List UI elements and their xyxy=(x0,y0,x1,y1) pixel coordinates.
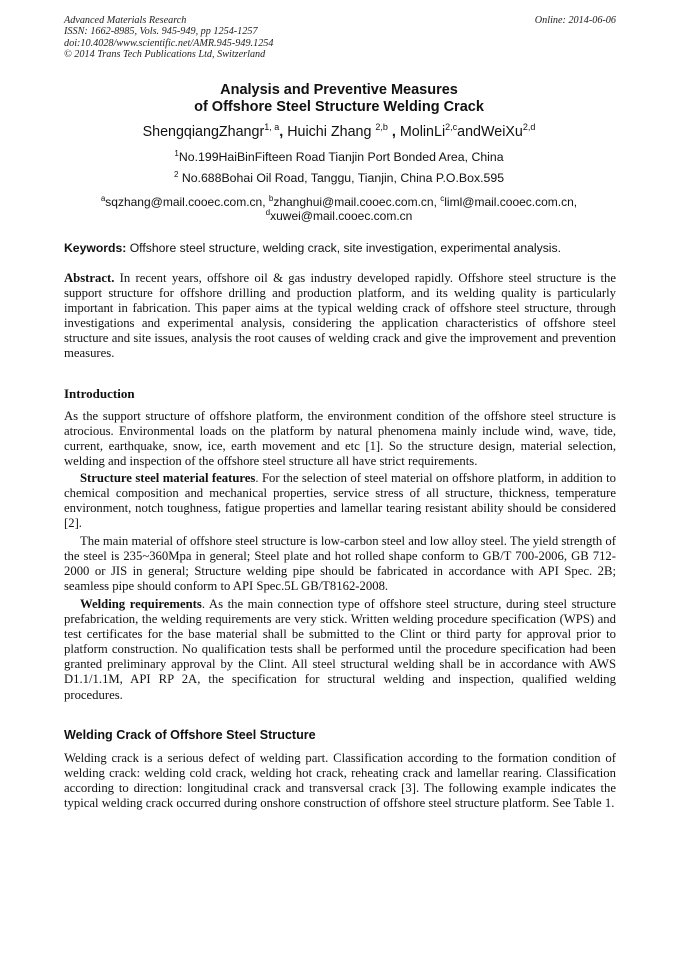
paper-title-line-2: of Offshore Steel Structure Welding Crack xyxy=(194,99,484,115)
email-a: sqzhang@mail.cooec.com.cn, xyxy=(105,195,269,209)
affiliation-1-sup: 1 xyxy=(174,149,179,158)
affiliation-2-text: No.688Bohai Oil Road, Tanggu, Tianjin, China P.O.Box.595 xyxy=(178,171,505,186)
author-4-sup: 2,d xyxy=(522,122,536,132)
welding-crack-paragraph: Welding crack is a serious defect of welding part. Classification according to the formation condition of welding crack: welding cold crack, welding hot crack, reheating crack and lamellar rearing. Classification according to direction: longitudinal crack and transversal crack [3]. The following example indicates the typical welding crack occurred during onshore construction of offshore steel structure platform. See Table 1. xyxy=(64,751,616,811)
author-list xyxy=(0,122,678,140)
intro-paragraph-4 xyxy=(64,597,616,703)
author-3-sup: 2,c xyxy=(445,122,458,132)
email-c-sup: c xyxy=(440,194,445,203)
author-1-name: ShengqiangZhangr xyxy=(142,123,265,140)
email-line-2 xyxy=(0,206,678,223)
intro-paragraph-4-label: Welding requirements xyxy=(80,597,202,611)
email-b-sup: b xyxy=(268,194,274,203)
paper-title-line-1: Analysis and Preventive Measures xyxy=(220,82,458,98)
online-date: Online: 2014-06-06 xyxy=(534,15,616,26)
keywords xyxy=(64,241,616,255)
author-2-sup: 2,b xyxy=(375,122,388,132)
intro-paragraph-2-label: Structure steel material features xyxy=(80,471,256,485)
intro-paragraph-4-text: . As the main connection type of offshore steel structure, during steel structure prefabrication, the welding requirements are very stick. Written welding procedure specification (WPS) and test certificates for the base material shall be submitted to the Clint or third party for approval prior to platform construction. No qualification tests shall be performed until the procedure specification had been granted preliminary approval by the Clint. All steel structural welding shall be in accordance with AWS D1.1/1.1M, API RP 2A, the specification for structural welding and inspection, qualified welding procedures. xyxy=(64,597,617,702)
intro-paragraph-1: As the support structure of offshore platform, the environment condition of the offshore steel structure is atrocious. Environmental loads on the platform by natural phenomena mainly include wind, wave, tide, current, earthquake, snow, ice, earth movement and etc [1]. So the structure design, material selection, welding and inspection of the offshore steel structure all have strict requirements. xyxy=(64,409,616,469)
abstract-label: Abstract. xyxy=(64,271,115,285)
issn-line: ISSN: 1662-8985, Vols. 945-949, pp 1254-1257 xyxy=(64,26,258,38)
keywords-label: Keywords: xyxy=(64,241,127,255)
intro-paragraph-3: The main material of offshore steel structure is low-carbon steel and low alloy steel. The yield strength of the steel is 235~360Mpa in general; Steel plate and hot rolled shape conform to GB/T 700-2006, GB 712-2000 or JIS in general; Structure welding pipe should be fabricated in accordance with API Spec. 2B; seamless pipe should conform to API Spec.5L GB/T8162-2008. xyxy=(64,534,616,594)
journal-header xyxy=(64,15,616,60)
doi-line: doi:10.4028/www.scientific.net/AMR.945-949.1254 xyxy=(64,37,274,49)
email-a-sup: a xyxy=(100,194,106,203)
author-sep-1: , xyxy=(279,123,288,140)
author-1-sup: 1, a xyxy=(264,122,280,132)
affiliation-2-sup: 2 xyxy=(173,170,179,179)
email-b: zhanghui@mail.cooec.com.cn, xyxy=(273,195,441,209)
affiliation-2 xyxy=(0,170,678,185)
section-heading-introduction: Introduction xyxy=(64,386,135,401)
author-4-name: andWeiXu xyxy=(457,123,523,140)
email-c: liml@mail.cooec.com.cn, xyxy=(444,195,578,209)
author-sep-2: , xyxy=(387,123,400,140)
journal-name: Advanced Materials Research xyxy=(64,15,187,26)
abstract xyxy=(64,271,616,362)
intro-paragraph-2-text: . For the selection of steel material on offshore platform, in addition to chemical composition and mechanical properties, service stress of all structure, thickness, temperature environment, notch toughness, fatigue properties and lamellar tearing resistant ability should be considered [2]. xyxy=(64,471,616,531)
affiliation-1-text: No.199HaiBinFifteen Road Tianjin Port Bonded Area, China xyxy=(178,150,504,165)
keywords-text: Offshore steel structure, welding crack, site investigation, experimental analysis. xyxy=(126,241,561,255)
section-heading-welding-crack: Welding Crack of Offshore Steel Structure xyxy=(64,728,316,742)
affiliation-1 xyxy=(0,149,678,164)
email-d-sup: d xyxy=(265,208,271,217)
author-3-name: MolinLi xyxy=(399,123,446,140)
email-d: xuwei@mail.cooec.com.cn xyxy=(270,209,413,223)
intro-paragraph-2 xyxy=(64,471,616,531)
copyright-line: © 2014 Trans Tech Publications Ltd, Switzerland xyxy=(64,48,266,60)
abstract-text: In recent years, offshore oil & gas industry developed rapidly. Offshore steel structure is the support structure for offshore drilling and production platform, and its welding quality is particularly important in fabrication. This paper aims at the typical welding crack of offshore steel structure, through investigations and experimental analysis, considering the application characteristics of offshore steel structure and site issues, analysis the root causes of welding crack and give the improvement and prevention measures. xyxy=(64,271,616,361)
author-2-name: Huichi Zhang xyxy=(287,123,376,140)
